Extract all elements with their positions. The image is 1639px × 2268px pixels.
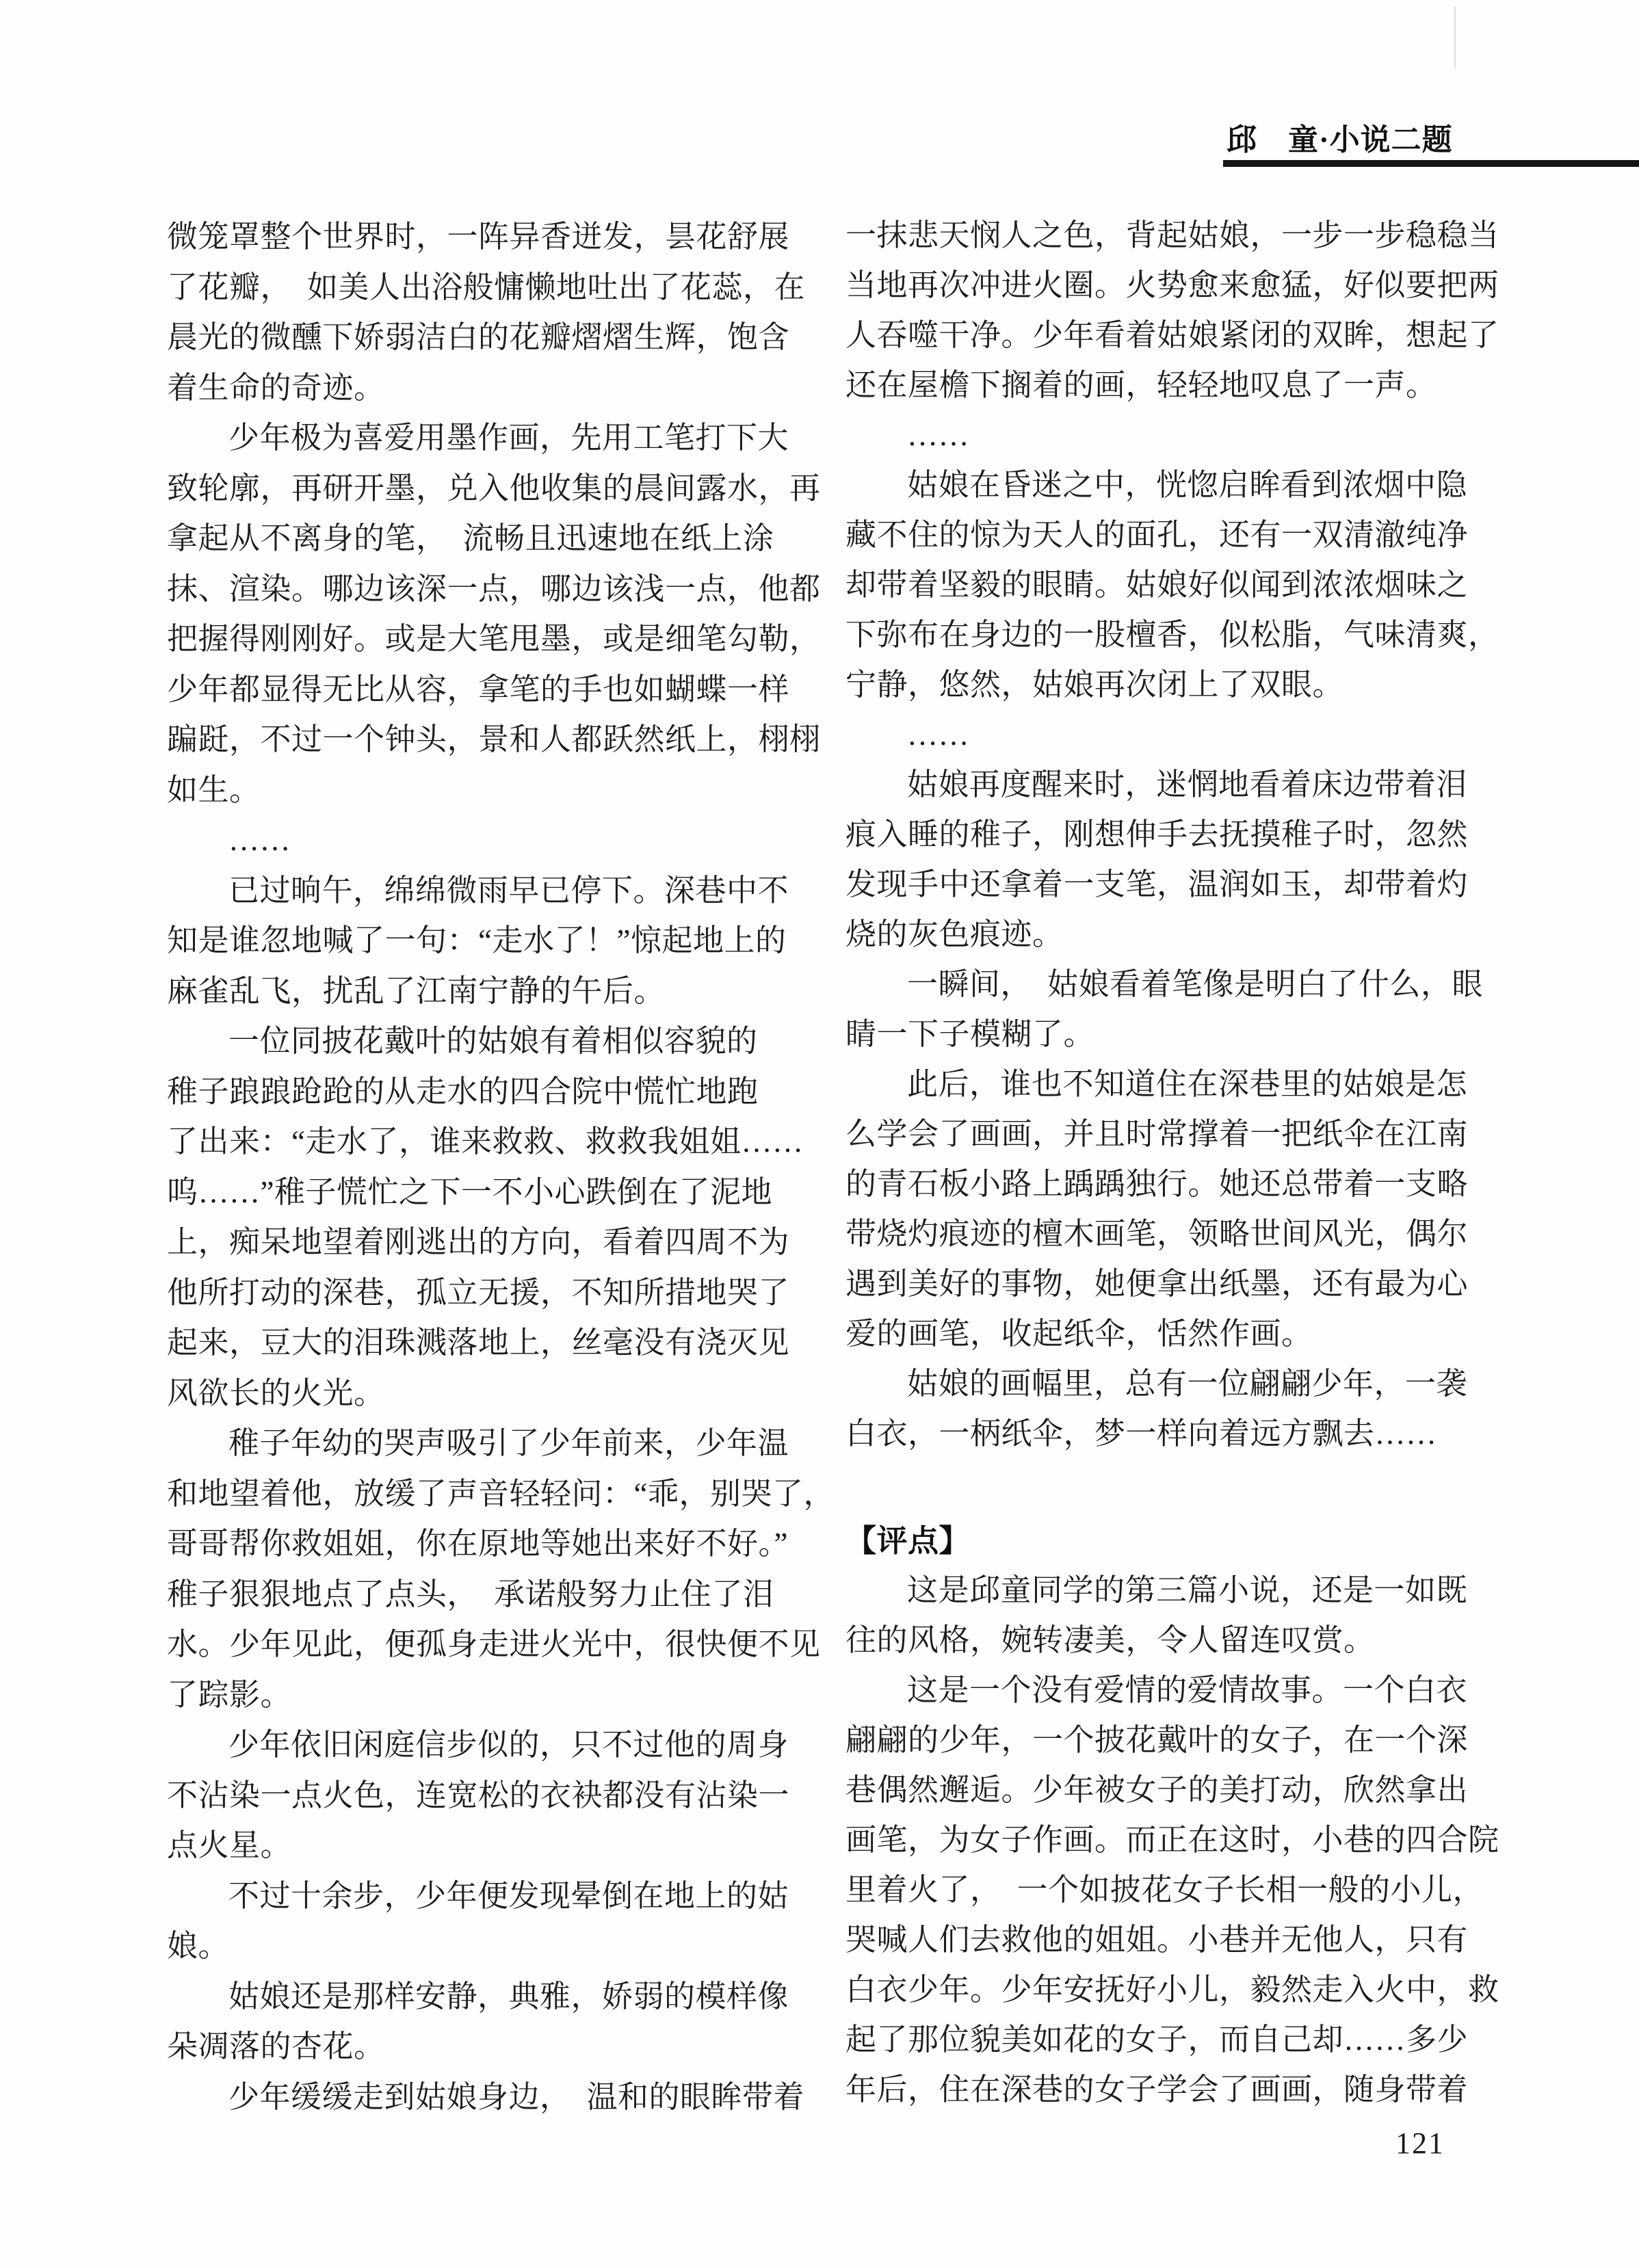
text-line: 不过十余步，少年便发现晕倒在地上的姑 [228, 1878, 789, 1913]
text-line: 里着火了， 一个如披花女子长相一般的小儿， [845, 1873, 1484, 1907]
right-text-column [845, 211, 1499, 2115]
text-line: 和地望着他，放缓了声音轻轻问：“乖，别哭了， [167, 1476, 835, 1511]
text-line: 少年都显得无比从容，拿笔的手也如蝴蝶一样 [167, 672, 790, 707]
text-line: 不沾染一点火色，连宽松的衣袂都没有沾染一 [167, 1778, 790, 1812]
text-line: 致轮廓，再研开墨，兑入他收集的晨间露水，再 [167, 471, 821, 505]
text-line: 这是邱童同学的第三篇小说，还是一如既 [907, 1573, 1468, 1607]
text-line: 麻雀乱飞，扰乱了江南宁静的午后。 [167, 973, 666, 1008]
section-heading: 【评点】 [845, 1523, 971, 1558]
text-line: 了花瓣， 如美人出浴般慵懒地吐出了花蕊，在 [167, 269, 806, 304]
left-text-column [167, 212, 835, 2122]
text-line: 抹、渲染。哪边该深一点，哪边该浅一点，他都 [167, 571, 821, 606]
text-line: 痕入睡的稚子，刚想伸手去抚摸稚子时，忽然 [845, 817, 1469, 852]
text-line: 姑娘再度醒来时，迷惘地看着床边带着泪 [907, 767, 1468, 802]
text-line: 一抹悲天悯人之色，背起姑娘，一步一步稳稳当 [845, 218, 1499, 252]
text-line: 如生。 [167, 772, 261, 807]
text-line: 朵凋落的杏花。 [167, 2029, 385, 2063]
text-line: 上，痴呆地望着刚逃出的方向，看着四周不为 [167, 1225, 790, 1259]
page-header-title: 邱 童·小说二题 [1227, 123, 1453, 157]
text-line: 娘。 [167, 1929, 230, 1963]
text-line: 睛一下子模糊了。 [845, 1017, 1095, 1051]
text-line: 少年依旧闲庭信步似的，只不过他的周身 [228, 1728, 789, 1762]
text-line: 稚子狠狠地点了点头， 承诺般努力止住了泪 [167, 1577, 774, 1611]
text-line: 哥哥帮你救姐姐，你在原地等她出来好不好。” [167, 1527, 788, 1561]
page-number: 121 [1395, 2126, 1445, 2160]
text-line: 藏不住的惊为天人的面孔，还有一双清澈纯净 [845, 518, 1469, 552]
text-line: 还在屋檐下搁着的画，轻轻地叹息了一声。 [845, 368, 1437, 402]
text-line: 姑娘的画幅里，总有一位翩翩少年，一袭 [907, 1367, 1468, 1401]
text-line: 风欲长的火光。 [167, 1375, 385, 1410]
text-line: 么学会了画画，并且时常撑着一把纸伞在江南 [845, 1117, 1469, 1151]
text-line: 年后，住在深巷的女子学会了画画，随身带着 [845, 2072, 1469, 2107]
text-line: 下弥布在身边的一股檀香，似松脂，气味清爽， [845, 618, 1499, 652]
header-rule [1223, 160, 1639, 167]
text-line: 稚子踉踉跄跄的从走水的四合院中慌忙地跑 [167, 1074, 759, 1109]
text-line: 人吞噬干净。少年看着姑娘紧闭的双眸，想起了 [845, 318, 1499, 352]
text-line: 遇到美好的事物，她便拿出纸墨，还有最为心 [845, 1267, 1469, 1301]
text-line: 发现手中还拿着一支笔，温润如玉，却带着灼 [845, 867, 1469, 901]
text-line: 着生命的奇迹。 [167, 370, 385, 405]
text-line: 往的风格，婉转凄美，令人留连叹赏。 [845, 1623, 1375, 1657]
text-line: 晨光的微醺下娇弱洁白的花瓣熠熠生辉，饱含 [167, 320, 790, 354]
scan-artifact [1454, 7, 1456, 68]
text-line: 此后，谁也不知道住在深巷里的姑娘是怎 [907, 1067, 1468, 1101]
text-line: 起来，豆大的泪珠溅落地上，丝毫没有浇灭见 [167, 1326, 790, 1360]
text-line: 点火星。 [167, 1828, 292, 1862]
text-line: 这是一个没有爱情的爱情故事。一个白衣 [907, 1673, 1468, 1707]
text-line: …… [228, 823, 291, 857]
text-line: 起了那位貌美如花的女子，而自己却……多少 [845, 2022, 1469, 2057]
text-line: 翩翩的少年，一个披花戴叶的女子，在一个深 [845, 1723, 1469, 1757]
text-line: 把握得刚刚好。或是大笔甩墨，或是细笔勾勒， [167, 622, 821, 656]
text-line: 巷偶然邂逅。少年被女子的美打动，欣然拿出 [845, 1773, 1469, 1807]
text-line: 姑娘在昏迷之中，恍惚启眸看到浓烟中隐 [907, 468, 1468, 502]
text-line: 爱的画笔，收起纸伞，恬然作画。 [845, 1317, 1313, 1351]
text-line: 微笼罩整个世界时，一阵异香迸发，昙花舒展 [167, 220, 790, 254]
text-line: 他所打动的深巷，孤立无援，不知所措地哭了 [167, 1275, 790, 1310]
paragraph-gap [845, 1459, 1468, 1516]
text-line: 当地再次冲进火圈。火势愈来愈猛，好似要把两 [845, 268, 1499, 302]
text-line: 了出来：“走水了，谁来救救、救救我姐姐…… [167, 1124, 804, 1159]
text-line: 一位同披花戴叶的姑娘有着相似容貌的 [228, 1024, 758, 1058]
text-line: 呜……”稚子慌忙之下一不小心跌倒在了泥地 [167, 1174, 772, 1209]
text-line: 了踪影。 [167, 1677, 292, 1712]
text-line: 知是谁忽地喊了一句：“走水了！”惊起地上的 [167, 923, 787, 958]
text-line: 带烧灼痕迹的檀木画笔，领略世间风光，偶尔 [845, 1217, 1469, 1251]
text-line: 少年缓缓走到姑娘身边， 温和的眼眸带着 [228, 2079, 805, 2114]
text-line: 蹁跹，不过一个钟头，景和人都跃然纸上，栩栩 [167, 722, 821, 756]
text-line: 宁静，悠然，姑娘再次闭上了双眼。 [845, 668, 1344, 702]
text-line: 已过晌午，绵绵微雨早已停下。深巷中不 [228, 873, 789, 908]
text-line: 一瞬间， 姑娘看着笔像是明白了什么，眼 [907, 967, 1484, 1001]
text-line: 哭喊人们去救他的姐姐。小巷并无他人，只有 [845, 1923, 1469, 1957]
text-line: 却带着坚毅的眼睛。姑娘好似闻到浓浓烟味之 [845, 568, 1469, 602]
text-line: 烧的灰色痕迹。 [845, 917, 1064, 951]
text-line: 的青石板小路上踽踽独行。她还总带着一支略 [845, 1167, 1469, 1201]
text-line: 少年极为喜爱用墨作画，先用工笔打下大 [228, 421, 789, 455]
text-line: …… [907, 717, 969, 752]
text-line: 拿起从不离身的笔， 流畅且迅速地在纸上涂 [167, 521, 774, 555]
text-line: …… [907, 418, 969, 452]
text-line: 画笔，为女子作画。而正在这时，小巷的四合院 [845, 1823, 1499, 1857]
text-line: 白衣少年。少年安抚好小儿，毅然走入火中，救 [845, 1973, 1499, 2007]
text-line: 白衣，一柄纸伞，梦一样向着远方飘去…… [845, 1416, 1437, 1451]
text-line: 稚子年幼的哭声吸引了少年前来，少年温 [228, 1426, 789, 1460]
text-line: 水。少年见此，便孤身走进火光中，很快便不见 [167, 1627, 821, 1661]
text-line: 姑娘还是那样安静，典雅，娇弱的模样像 [228, 1979, 789, 2014]
